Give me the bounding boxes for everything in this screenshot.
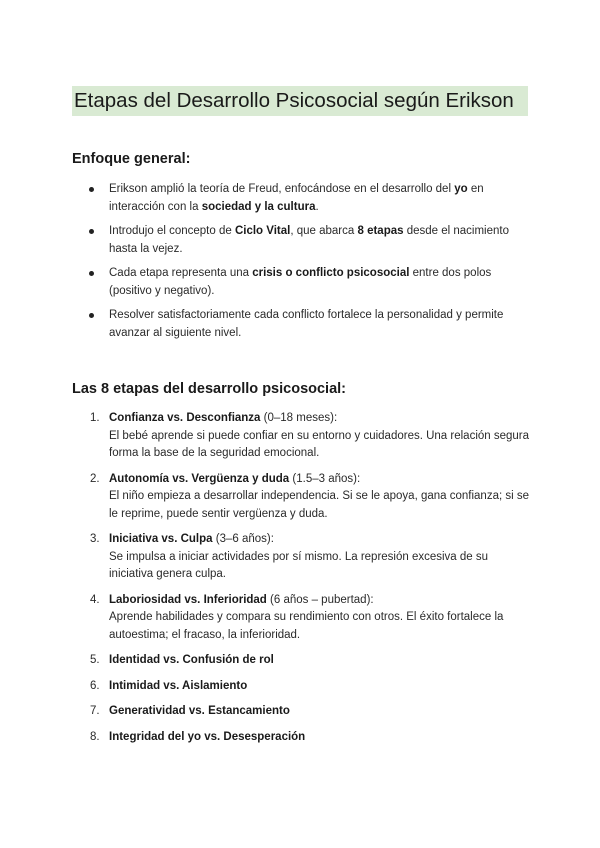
general-bullet-2: Introdujo el concepto de Ciclo Vital, que abarca 8 etapas desde el nacimiento hasta la vejez. [72, 223, 532, 258]
general-bullet-list [72, 181, 532, 349]
stages-heading: Las 8 etapas del desarrollo psicosocial: [72, 381, 346, 397]
general-heading: Enfoque general: [72, 151, 191, 167]
stage-item-1: 1. Confianza vs. Desconfianza (0–18 meses): El bebé aprende si puede confiar en su entorno y cuidadores. Una relación segura forma la base de la seguridad emocional. [90, 412, 530, 459]
stage-item-4: 4. Laboriosidad vs. Inferioridad (6 años – pubertad): Aprende habilidades y compara su rendimiento con otros. El éxito fortalece la autoestima; el fracaso, la inferioridad. [90, 593, 504, 641]
page-title: Etapas del Desarrollo Psicosocial según Erikson [72, 86, 528, 116]
general-bullet-4: Resolver satisfactoriamente cada conflicto fortalece la personalidad y permite avanzar al siguiente nivel. [72, 307, 532, 342]
general-bullet-3: Cada etapa representa una crisis o conflicto psicosocial entre dos polos (positivo y negativo). [72, 265, 532, 300]
general-bullet-1: Erikson amplió la teoría de Freud, enfocándose en el desarrollo del yo en interacción con la sociedad y la cultura. [72, 181, 532, 216]
stage-item-3: 3. Iniciativa vs. Culpa (3–6 años): Se impulsa a iniciar actividades por sí mismo. La represión excesiva de su iniciativa genera culpa. [90, 533, 489, 580]
stage-item-8: 8. Integridad del yo vs. Desesperación [90, 730, 306, 743]
stages-list [72, 410, 532, 754]
stage-item-7: 7. Generatividad vs. Estancamiento [90, 705, 290, 717]
stage-item-5: 5. Identidad vs. Confusión de rol [90, 654, 274, 666]
stage-item-6: 6. Intimidad vs. Aislamiento [90, 679, 248, 692]
stage-item-2: 2. Autonomía vs. Vergüenza y duda (1.5–3 años): El niño empieza a desarrollar independencia. Si se le apoya, gana confianza; si se le reprime, puede sentir vergüenza y duda. [90, 472, 530, 520]
